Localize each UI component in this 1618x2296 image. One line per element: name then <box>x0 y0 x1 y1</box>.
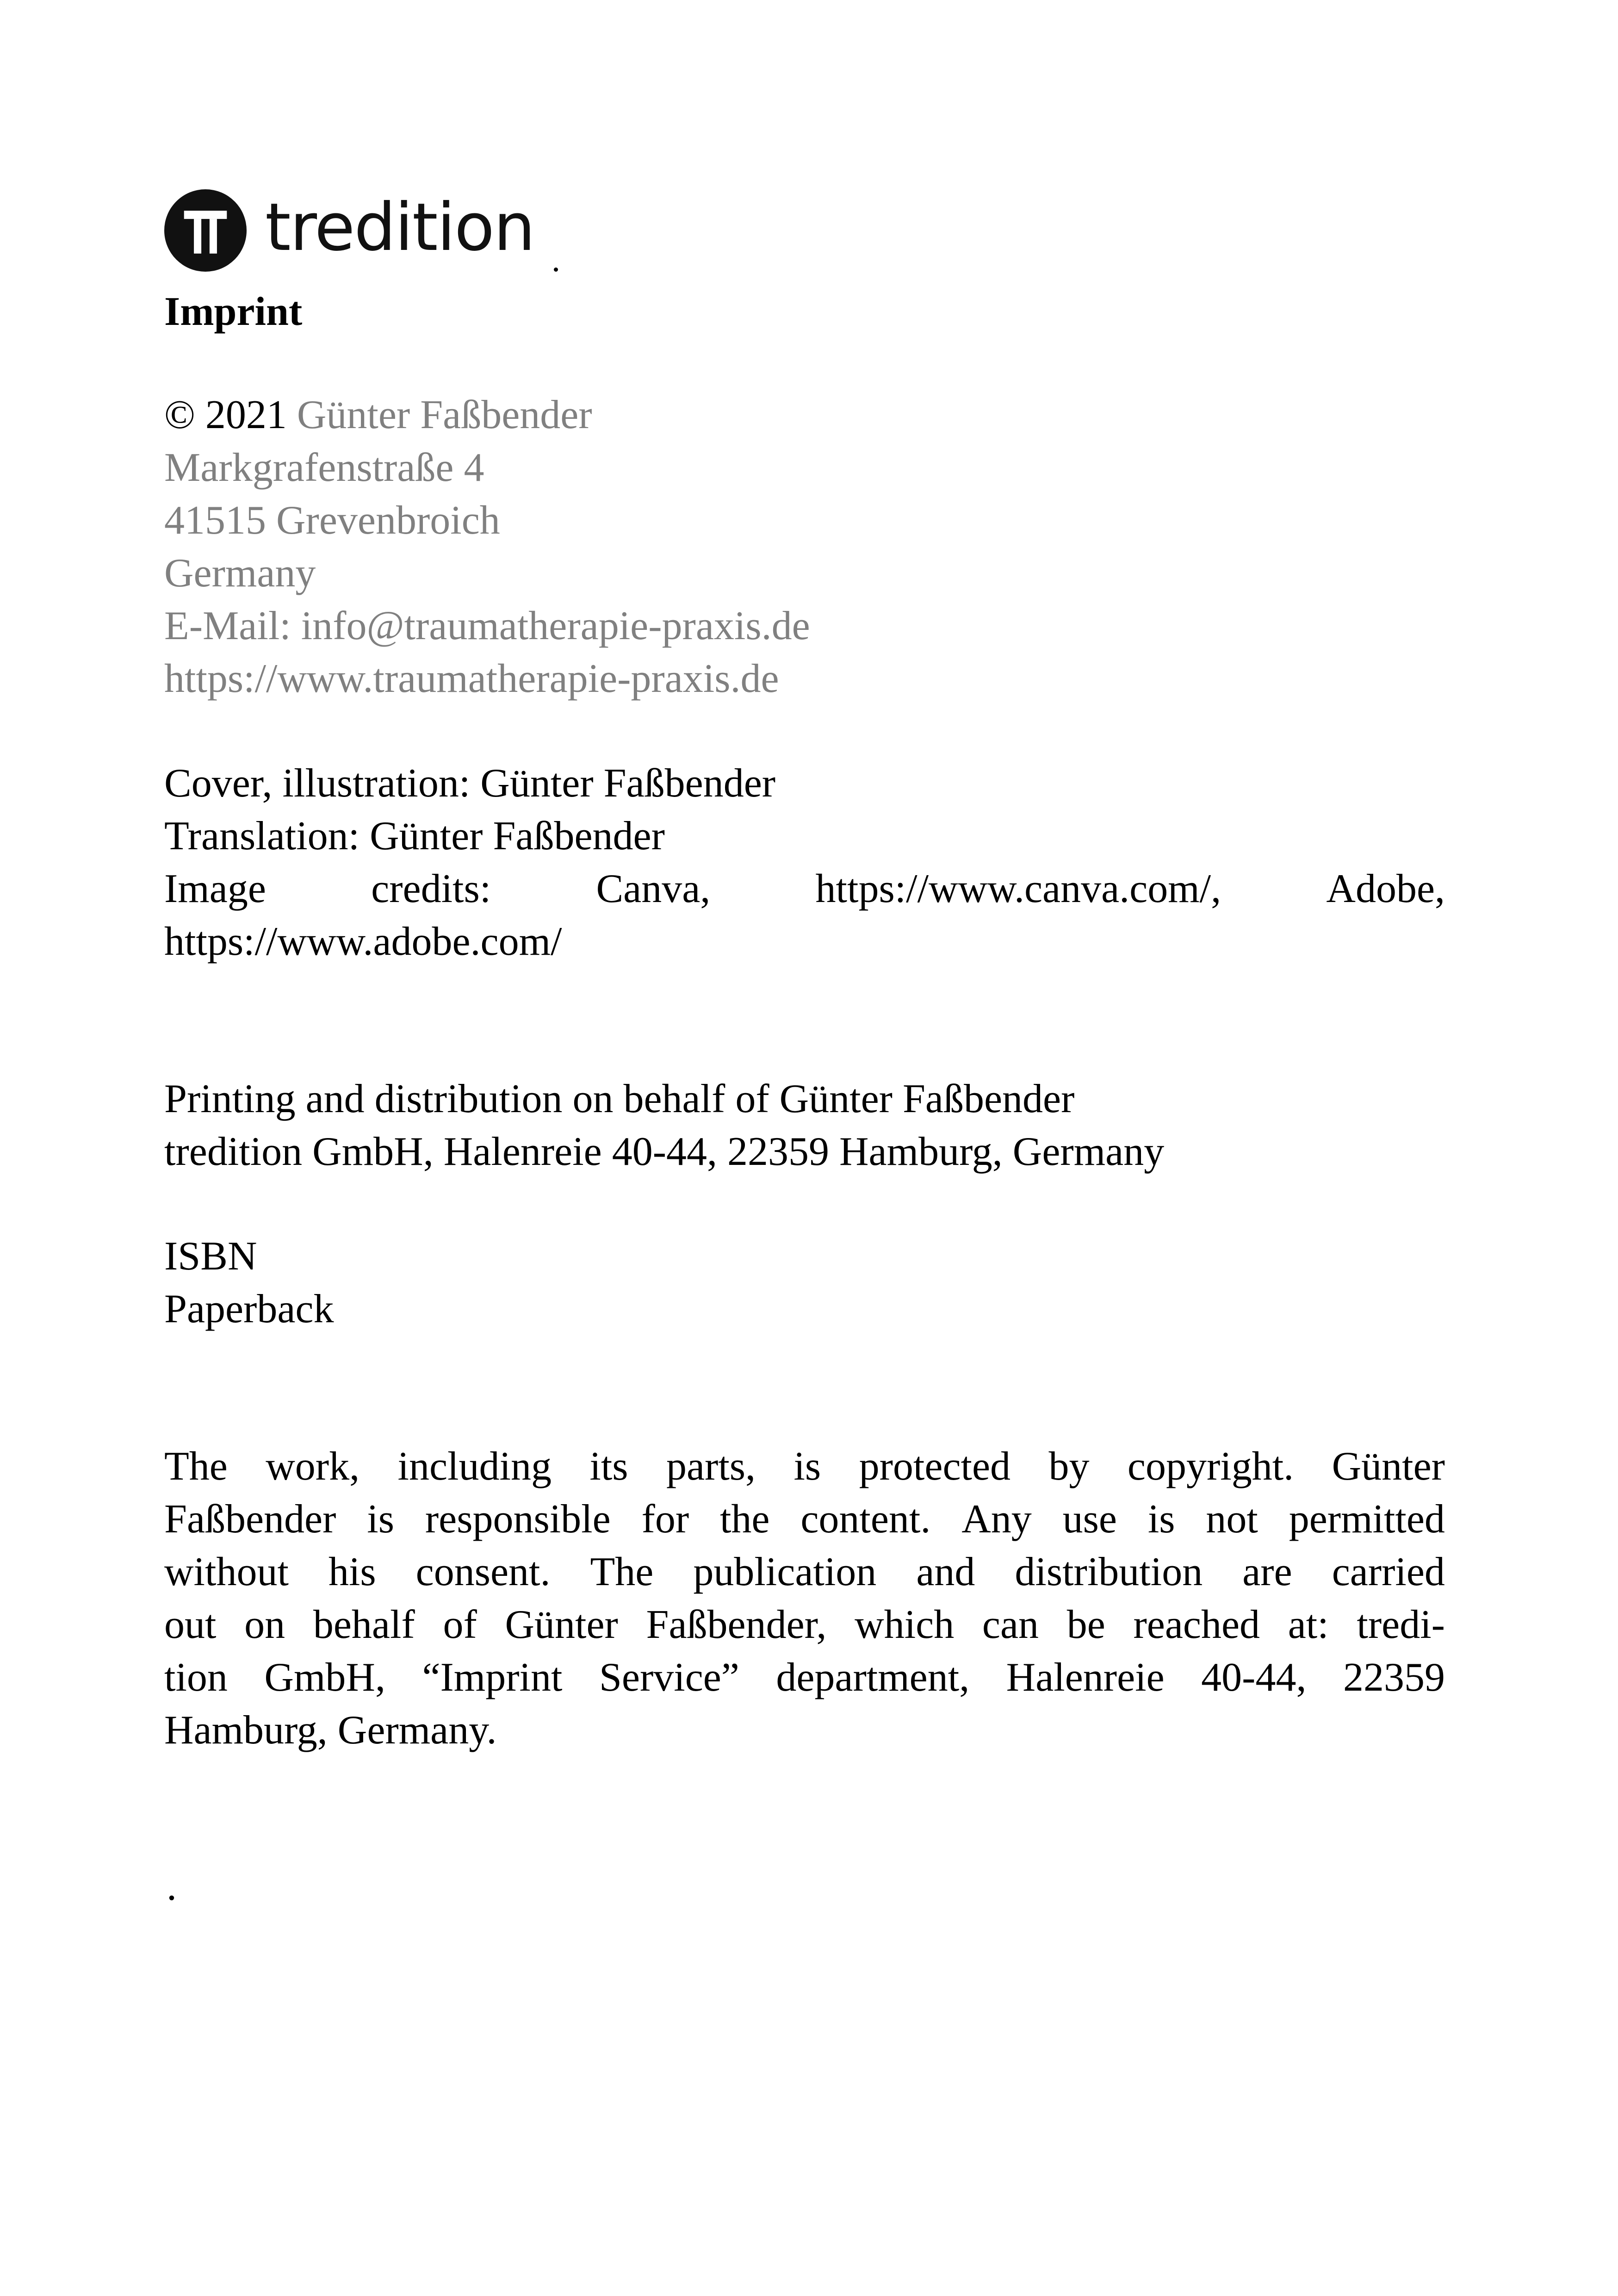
image-credits-word: credits: <box>371 866 491 911</box>
logo-dot <box>554 268 558 272</box>
image-credits-word: Image <box>164 866 266 911</box>
publisher-logo <box>164 187 534 273</box>
translation-credit: Translation: Günter Faßbender <box>164 814 665 859</box>
notice-word: tion <box>164 1655 228 1700</box>
copyright-line <box>164 389 1445 442</box>
logo-wordmark: tredition <box>265 189 534 266</box>
notice-word: without <box>164 1549 289 1594</box>
notice-word: is <box>1147 1497 1175 1542</box>
notice-word: department, <box>776 1655 970 1700</box>
notice-word: permitted <box>1289 1497 1445 1542</box>
notice-last-line: Hamburg, Germany. <box>164 1708 497 1753</box>
format-label: Paperback <box>164 1287 334 1332</box>
image-credits-line <box>164 863 1445 915</box>
notice-word: be <box>1066 1602 1105 1647</box>
notice-word: Any <box>961 1497 1032 1542</box>
author-name: Günter Faßbender <box>297 392 592 437</box>
notice-word: responsible <box>425 1497 611 1542</box>
notice-word: 40-44, <box>1201 1655 1307 1700</box>
notice-word: by <box>1048 1444 1090 1489</box>
city-address: 41515 Grevenbroich <box>164 498 500 543</box>
image-credits <box>164 863 1445 915</box>
notice-word: parts, <box>666 1444 756 1489</box>
notice-word: for <box>641 1497 689 1542</box>
notice-word: “Imprint <box>422 1655 563 1700</box>
notice-word: Günter <box>1332 1444 1445 1489</box>
notice-word: The <box>590 1549 654 1594</box>
notice-word: at: <box>1288 1602 1329 1647</box>
copyright-notice <box>164 1440 1445 1757</box>
notice-line <box>164 1546 1445 1599</box>
notice-word: consent. <box>415 1549 551 1594</box>
notice-word: GmbH, <box>264 1655 385 1700</box>
notice-word: is <box>794 1444 821 1489</box>
street-address: Markgrafenstraße 4 <box>164 445 484 490</box>
notice-word: is <box>367 1497 394 1542</box>
notice-word: use <box>1062 1497 1117 1542</box>
notice-line <box>164 1493 1445 1546</box>
notice-word: copyright. <box>1127 1444 1294 1489</box>
notice-word: 22359 <box>1343 1655 1445 1700</box>
notice-word: The <box>164 1444 228 1489</box>
notice-word: carried <box>1332 1549 1445 1594</box>
notice-word: Faßbender, <box>646 1602 827 1647</box>
notice-word: tredi- <box>1357 1602 1445 1647</box>
page-title: Imprint <box>164 289 303 334</box>
image-credits-word: Canva, <box>596 866 711 911</box>
notice-word: which <box>855 1602 955 1647</box>
notice-word: work, <box>266 1444 360 1489</box>
copyright-prefix: © 2021 <box>164 392 287 437</box>
image-credits-continuation: https://www.adobe.com/ <box>164 919 562 964</box>
notice-word: out <box>164 1602 217 1647</box>
notice-word: Faßbender <box>164 1497 336 1542</box>
notice-line <box>164 1651 1445 1704</box>
notice-word: on <box>244 1602 285 1647</box>
notice-word: including <box>397 1444 552 1489</box>
notice-word: protected <box>859 1444 1011 1489</box>
notice-word: Halenreie <box>1006 1655 1165 1700</box>
notice-word: can <box>982 1602 1039 1647</box>
image-credits-word: https://www.canva.com/, <box>815 866 1221 911</box>
trailing-period: . <box>167 1864 177 1909</box>
notice-word: are <box>1242 1549 1292 1594</box>
printing-line: Printing and distribution on behalf of Günter Faßbender <box>164 1076 1075 1121</box>
tredition-t-circle-icon <box>164 189 247 272</box>
notice-line <box>164 1440 1445 1493</box>
cover-credit: Cover, illustration: Günter Faßbender <box>164 761 776 806</box>
email-line: E-Mail: info@traumatherapie-praxis.de <box>164 604 810 648</box>
isbn-label: ISBN <box>164 1234 257 1279</box>
notice-word: its <box>589 1444 628 1489</box>
notice-word: his <box>328 1549 376 1594</box>
notice-word: Günter <box>505 1602 618 1647</box>
notice-word: of <box>443 1602 477 1647</box>
notice-word: the <box>719 1497 770 1542</box>
notice-word: content. <box>800 1497 931 1542</box>
notice-word: publication <box>693 1549 877 1594</box>
notice-word: behalf <box>313 1602 415 1647</box>
notice-word: distribution <box>1015 1549 1203 1594</box>
notice-word: and <box>916 1549 975 1594</box>
notice-word: Service” <box>599 1655 739 1700</box>
publisher-address: tredition GmbH, Halenreie 40-44, 22359 Hamburg, Germany <box>164 1129 1165 1174</box>
notice-word: reached <box>1133 1602 1260 1647</box>
website-line: https://www.traumatherapie-praxis.de <box>164 656 779 701</box>
notice-line <box>164 1599 1445 1651</box>
notice-word: not <box>1206 1497 1258 1542</box>
image-credits-word: Adobe, <box>1326 866 1445 911</box>
country: Germany <box>164 551 316 596</box>
